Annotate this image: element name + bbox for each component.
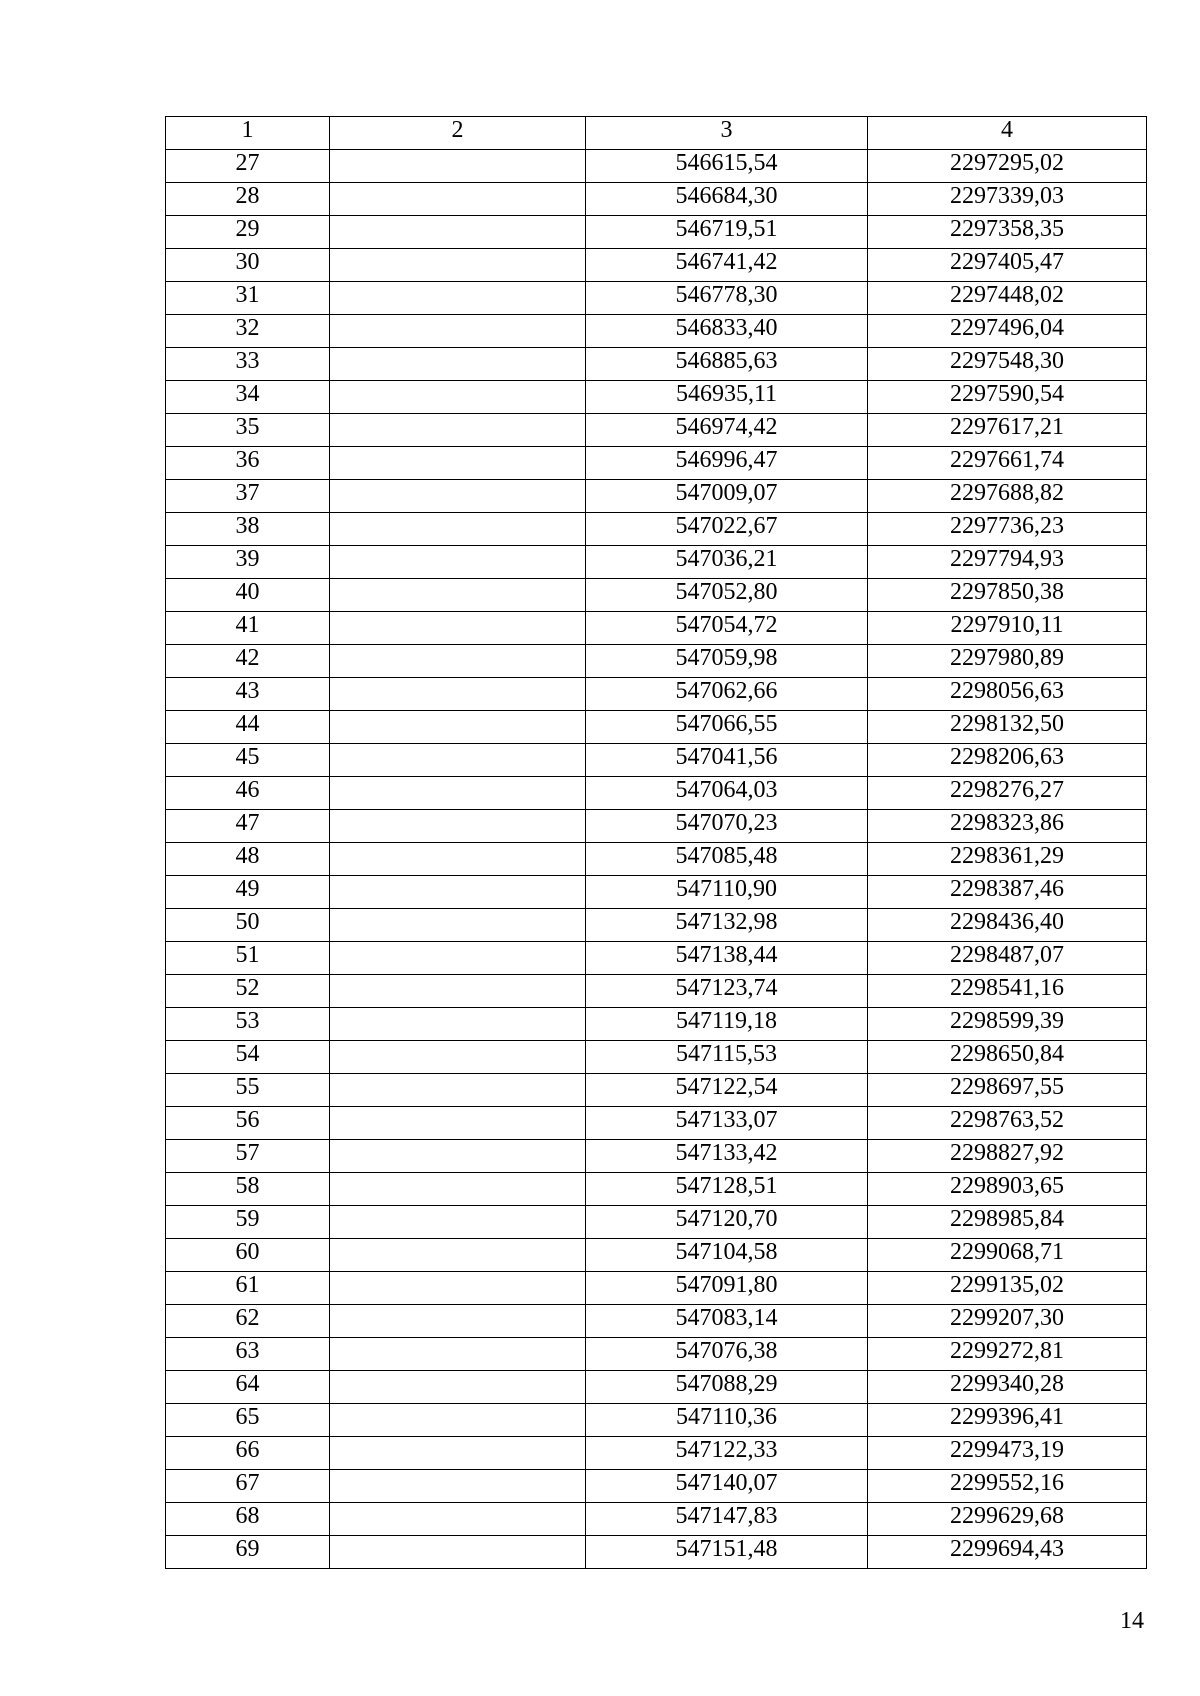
empty-cell — [330, 975, 586, 1008]
point-number-cell: 28 — [166, 183, 330, 216]
table-row — [166, 645, 1147, 678]
y-coordinate-cell: 2297448,02 — [868, 282, 1147, 315]
point-number-cell: 29 — [166, 216, 330, 249]
table-row — [166, 216, 1147, 249]
table-row — [166, 249, 1147, 282]
y-coordinate-cell: 2298323,86 — [868, 810, 1147, 843]
y-coordinate-cell: 2298903,65 — [868, 1173, 1147, 1206]
point-number-cell: 40 — [166, 579, 330, 612]
y-coordinate-cell: 2299473,19 — [868, 1437, 1147, 1470]
table-row — [166, 1041, 1147, 1074]
table-row — [166, 1272, 1147, 1305]
empty-cell — [330, 1371, 586, 1404]
point-number-cell: 56 — [166, 1107, 330, 1140]
point-number-cell: 41 — [166, 612, 330, 645]
x-coordinate-cell: 547119,18 — [586, 1008, 868, 1041]
empty-cell — [330, 1041, 586, 1074]
y-coordinate-cell: 2298650,84 — [868, 1041, 1147, 1074]
y-coordinate-cell: 2297295,02 — [868, 150, 1147, 183]
empty-cell — [330, 1173, 586, 1206]
point-number-cell: 63 — [166, 1338, 330, 1371]
table-row — [166, 546, 1147, 579]
coordinates-table — [165, 116, 1147, 1569]
y-coordinate-cell: 2297405,47 — [868, 249, 1147, 282]
point-number-cell: 48 — [166, 843, 330, 876]
y-coordinate-cell: 2299552,16 — [868, 1470, 1147, 1503]
point-number-cell: 42 — [166, 645, 330, 678]
y-coordinate-cell: 2298387,46 — [868, 876, 1147, 909]
y-coordinate-cell: 2298763,52 — [868, 1107, 1147, 1140]
y-coordinate-cell: 2299135,02 — [868, 1272, 1147, 1305]
x-coordinate-cell: 546935,11 — [586, 381, 868, 414]
table-row — [166, 1536, 1147, 1569]
table-row — [166, 1239, 1147, 1272]
table-body — [166, 150, 1147, 1569]
y-coordinate-cell: 2297850,38 — [868, 579, 1147, 612]
x-coordinate-cell: 547151,48 — [586, 1536, 868, 1569]
y-coordinate-cell: 2299629,68 — [868, 1503, 1147, 1536]
x-coordinate-cell: 547133,42 — [586, 1140, 868, 1173]
x-coordinate-cell: 547140,07 — [586, 1470, 868, 1503]
x-coordinate-cell: 546684,30 — [586, 183, 868, 216]
empty-cell — [330, 1107, 586, 1140]
point-number-cell: 43 — [166, 678, 330, 711]
x-coordinate-cell: 546778,30 — [586, 282, 868, 315]
y-coordinate-cell: 2299272,81 — [868, 1338, 1147, 1371]
empty-cell — [330, 1074, 586, 1107]
x-coordinate-cell: 547083,14 — [586, 1305, 868, 1338]
point-number-cell: 44 — [166, 711, 330, 744]
x-coordinate-cell: 547062,66 — [586, 678, 868, 711]
y-coordinate-cell: 2297910,11 — [868, 612, 1147, 645]
table-row — [166, 1338, 1147, 1371]
empty-cell — [330, 612, 586, 645]
x-coordinate-cell: 547052,80 — [586, 579, 868, 612]
y-coordinate-cell: 2298985,84 — [868, 1206, 1147, 1239]
empty-cell — [330, 513, 586, 546]
x-coordinate-cell: 547076,38 — [586, 1338, 868, 1371]
empty-cell — [330, 183, 586, 216]
empty-cell — [330, 150, 586, 183]
y-coordinate-cell: 2298361,29 — [868, 843, 1147, 876]
table-row — [166, 1305, 1147, 1338]
table-row — [166, 777, 1147, 810]
point-number-cell: 55 — [166, 1074, 330, 1107]
y-coordinate-cell: 2298541,16 — [868, 975, 1147, 1008]
table-row — [166, 1470, 1147, 1503]
header-cell-2: 2 — [330, 117, 586, 150]
empty-cell — [330, 1206, 586, 1239]
x-coordinate-cell: 547115,53 — [586, 1041, 868, 1074]
empty-cell — [330, 381, 586, 414]
x-coordinate-cell: 547009,07 — [586, 480, 868, 513]
empty-cell — [330, 1470, 586, 1503]
empty-cell — [330, 1140, 586, 1173]
point-number-cell: 52 — [166, 975, 330, 1008]
table-row — [166, 150, 1147, 183]
x-coordinate-cell: 547110,36 — [586, 1404, 868, 1437]
x-coordinate-cell: 547104,58 — [586, 1239, 868, 1272]
x-coordinate-cell: 547138,44 — [586, 942, 868, 975]
y-coordinate-cell: 2298056,63 — [868, 678, 1147, 711]
point-number-cell: 65 — [166, 1404, 330, 1437]
x-coordinate-cell: 547059,98 — [586, 645, 868, 678]
empty-cell — [330, 1404, 586, 1437]
x-coordinate-cell: 546833,40 — [586, 315, 868, 348]
point-number-cell: 35 — [166, 414, 330, 447]
x-coordinate-cell: 547088,29 — [586, 1371, 868, 1404]
y-coordinate-cell: 2297548,30 — [868, 348, 1147, 381]
point-number-cell: 66 — [166, 1437, 330, 1470]
y-coordinate-cell: 2298487,07 — [868, 942, 1147, 975]
y-coordinate-cell: 2297688,82 — [868, 480, 1147, 513]
table-row — [166, 678, 1147, 711]
empty-cell — [330, 810, 586, 843]
empty-cell — [330, 480, 586, 513]
x-coordinate-cell: 546974,42 — [586, 414, 868, 447]
empty-cell — [330, 1536, 586, 1569]
header-cell-1: 1 — [166, 117, 330, 150]
x-coordinate-cell: 547147,83 — [586, 1503, 868, 1536]
point-number-cell: 30 — [166, 249, 330, 282]
y-coordinate-cell: 2297617,21 — [868, 414, 1147, 447]
point-number-cell: 31 — [166, 282, 330, 315]
x-coordinate-cell: 547122,54 — [586, 1074, 868, 1107]
x-coordinate-cell: 547110,90 — [586, 876, 868, 909]
table-row — [166, 909, 1147, 942]
table-row — [166, 942, 1147, 975]
table-header — [166, 117, 1147, 150]
empty-cell — [330, 1239, 586, 1272]
empty-cell — [330, 909, 586, 942]
x-coordinate-cell: 547041,56 — [586, 744, 868, 777]
x-coordinate-cell: 547070,23 — [586, 810, 868, 843]
point-number-cell: 46 — [166, 777, 330, 810]
header-cell-4: 4 — [868, 117, 1147, 150]
x-coordinate-cell: 547022,67 — [586, 513, 868, 546]
x-coordinate-cell: 547064,03 — [586, 777, 868, 810]
page-number: 14 — [1120, 1608, 1144, 1634]
empty-cell — [330, 1437, 586, 1470]
point-number-cell: 27 — [166, 150, 330, 183]
empty-cell — [330, 315, 586, 348]
x-coordinate-cell: 546615,54 — [586, 150, 868, 183]
empty-cell — [330, 1008, 586, 1041]
table-row — [166, 1074, 1147, 1107]
point-number-cell: 61 — [166, 1272, 330, 1305]
y-coordinate-cell: 2298599,39 — [868, 1008, 1147, 1041]
y-coordinate-cell: 2299694,43 — [868, 1536, 1147, 1569]
point-number-cell: 33 — [166, 348, 330, 381]
empty-cell — [330, 447, 586, 480]
point-number-cell: 64 — [166, 1371, 330, 1404]
x-coordinate-cell: 547122,33 — [586, 1437, 868, 1470]
y-coordinate-cell: 2298827,92 — [868, 1140, 1147, 1173]
x-coordinate-cell: 547120,70 — [586, 1206, 868, 1239]
x-coordinate-cell: 546719,51 — [586, 216, 868, 249]
empty-cell — [330, 348, 586, 381]
point-number-cell: 50 — [166, 909, 330, 942]
empty-cell — [330, 843, 586, 876]
y-coordinate-cell: 2297980,89 — [868, 645, 1147, 678]
y-coordinate-cell: 2299207,30 — [868, 1305, 1147, 1338]
table-row — [166, 1173, 1147, 1206]
header-cell-3: 3 — [586, 117, 868, 150]
table-row — [166, 975, 1147, 1008]
table-row — [166, 612, 1147, 645]
y-coordinate-cell: 2298436,40 — [868, 909, 1147, 942]
y-coordinate-cell: 2297794,93 — [868, 546, 1147, 579]
y-coordinate-cell: 2297736,23 — [868, 513, 1147, 546]
table-row — [166, 414, 1147, 447]
table-row — [166, 348, 1147, 381]
empty-cell — [330, 645, 586, 678]
empty-cell — [330, 1305, 586, 1338]
x-coordinate-cell: 546996,47 — [586, 447, 868, 480]
point-number-cell: 67 — [166, 1470, 330, 1503]
empty-cell — [330, 711, 586, 744]
y-coordinate-cell: 2297661,74 — [868, 447, 1147, 480]
point-number-cell: 37 — [166, 480, 330, 513]
empty-cell — [330, 216, 586, 249]
point-number-cell: 54 — [166, 1041, 330, 1074]
empty-cell — [330, 282, 586, 315]
empty-cell — [330, 942, 586, 975]
point-number-cell: 45 — [166, 744, 330, 777]
table-row — [166, 1371, 1147, 1404]
y-coordinate-cell: 2298697,55 — [868, 1074, 1147, 1107]
x-coordinate-cell: 547054,72 — [586, 612, 868, 645]
x-coordinate-cell: 547036,21 — [586, 546, 868, 579]
point-number-cell: 62 — [166, 1305, 330, 1338]
point-number-cell: 69 — [166, 1536, 330, 1569]
empty-cell — [330, 744, 586, 777]
x-coordinate-cell: 546741,42 — [586, 249, 868, 282]
empty-cell — [330, 579, 586, 612]
empty-cell — [330, 1503, 586, 1536]
empty-cell — [330, 876, 586, 909]
table-row — [166, 480, 1147, 513]
point-number-cell: 57 — [166, 1140, 330, 1173]
point-number-cell: 60 — [166, 1239, 330, 1272]
empty-cell — [330, 1338, 586, 1371]
table-row — [166, 381, 1147, 414]
point-number-cell: 39 — [166, 546, 330, 579]
y-coordinate-cell: 2297339,03 — [868, 183, 1147, 216]
x-coordinate-cell: 547066,55 — [586, 711, 868, 744]
table-row — [166, 447, 1147, 480]
point-number-cell: 36 — [166, 447, 330, 480]
x-coordinate-cell: 547085,48 — [586, 843, 868, 876]
empty-cell — [330, 414, 586, 447]
point-number-cell: 47 — [166, 810, 330, 843]
point-number-cell: 59 — [166, 1206, 330, 1239]
y-coordinate-cell: 2299340,28 — [868, 1371, 1147, 1404]
empty-cell — [330, 1272, 586, 1305]
x-coordinate-cell: 547132,98 — [586, 909, 868, 942]
point-number-cell: 53 — [166, 1008, 330, 1041]
y-coordinate-cell: 2298206,63 — [868, 744, 1147, 777]
table-row — [166, 1140, 1147, 1173]
table-row — [166, 1404, 1147, 1437]
empty-cell — [330, 249, 586, 282]
point-number-cell: 51 — [166, 942, 330, 975]
table-row — [166, 843, 1147, 876]
empty-cell — [330, 777, 586, 810]
empty-cell — [330, 546, 586, 579]
point-number-cell: 58 — [166, 1173, 330, 1206]
empty-cell — [330, 678, 586, 711]
y-coordinate-cell: 2298276,27 — [868, 777, 1147, 810]
point-number-cell: 49 — [166, 876, 330, 909]
y-coordinate-cell: 2297358,35 — [868, 216, 1147, 249]
y-coordinate-cell: 2297496,04 — [868, 315, 1147, 348]
point-number-cell: 38 — [166, 513, 330, 546]
table-row — [166, 282, 1147, 315]
table-row — [166, 810, 1147, 843]
point-number-cell: 68 — [166, 1503, 330, 1536]
y-coordinate-cell: 2299396,41 — [868, 1404, 1147, 1437]
y-coordinate-cell: 2297590,54 — [868, 381, 1147, 414]
point-number-cell: 32 — [166, 315, 330, 348]
point-number-cell: 34 — [166, 381, 330, 414]
x-coordinate-cell: 546885,63 — [586, 348, 868, 381]
x-coordinate-cell: 547128,51 — [586, 1173, 868, 1206]
table-row — [166, 1206, 1147, 1239]
table-row — [166, 711, 1147, 744]
table-row — [166, 579, 1147, 612]
table-row — [166, 744, 1147, 777]
y-coordinate-cell: 2298132,50 — [868, 711, 1147, 744]
table-row — [166, 315, 1147, 348]
x-coordinate-cell: 547123,74 — [586, 975, 868, 1008]
header-row — [166, 117, 1147, 150]
table-row — [166, 1437, 1147, 1470]
x-coordinate-cell: 547133,07 — [586, 1107, 868, 1140]
table-row — [166, 1107, 1147, 1140]
table-row — [166, 1503, 1147, 1536]
table-row — [166, 1008, 1147, 1041]
table-row — [166, 513, 1147, 546]
y-coordinate-cell: 2299068,71 — [868, 1239, 1147, 1272]
table-row — [166, 876, 1147, 909]
table-row — [166, 183, 1147, 216]
x-coordinate-cell: 547091,80 — [586, 1272, 868, 1305]
